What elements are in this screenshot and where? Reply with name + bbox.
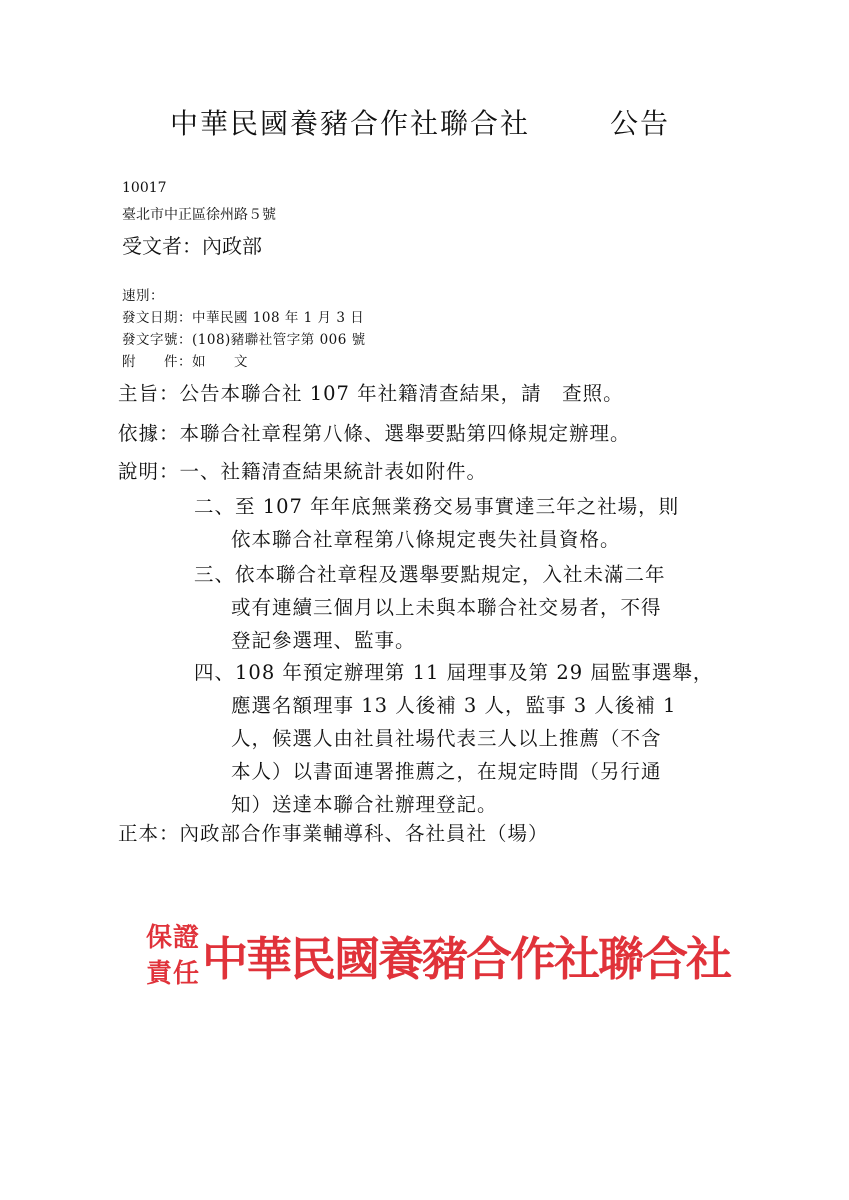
explanation-item-3 [194, 558, 666, 657]
attachment-value: 如 文 [192, 354, 248, 370]
speed-label: 速別： [122, 288, 164, 304]
number-row [122, 328, 366, 348]
subject: 主旨：公告本聯合社 107 年社籍清查結果，請 查照。 [118, 382, 624, 405]
date-label: 發文日期： [122, 310, 192, 326]
item-3-line-1: 三、依本聯合社章程及選舉要點規定，入社未滿二年 [194, 563, 666, 586]
number-value: (108)豬聯社管字第 006 號 [192, 332, 366, 348]
explanation-item-1: 一、社籍清查結果統計表如附件。 [179, 460, 488, 483]
stamp-small-top: 保證 [146, 923, 201, 953]
item-3-line-3: 登記參選理、監事。 [231, 629, 416, 652]
item-4-line-1: 四、108 年預定辦理第 11 屆理事及第 29 屆監事選舉， [194, 661, 714, 684]
stamp-organization-name: 中華民國養豬合作社聯合社 [202, 932, 730, 986]
item-3-line-2: 或有連續三個月以上未與本聯合社交易者，不得 [231, 596, 662, 619]
number-label: 發文字號： [122, 332, 192, 348]
document-title [170, 102, 690, 142]
date-value: 中華民國 108 年 1 月 3 日 [192, 310, 365, 326]
explanation-label: 說明： [118, 460, 180, 483]
basis: 依據：本聯合社章程第八條、選舉要點第四條規定辦理。 [118, 422, 631, 445]
item-4-line-5: 知）送達本聯合社辦理登記。 [231, 793, 498, 816]
copy-to: 正本：內政部合作事業輔導科、各社員社（場） [118, 822, 549, 845]
attachment-label: 附 件： [122, 354, 192, 370]
item-2-line-1: 二、至 107 年年底無業務交易事實達三年之社場，則 [194, 495, 680, 518]
recipient: 受文者：內政部 [122, 234, 262, 258]
explanation-item-2 [194, 490, 679, 556]
speed-row [122, 284, 164, 304]
date-row [122, 306, 364, 326]
item-2-line-2: 依本聯合社章程第八條規定喪失社員資格。 [231, 528, 621, 551]
explanation-item-4 [194, 656, 713, 821]
item-4-line-4: 本人）以書面連署推薦之，在規定時間（另行通 [231, 760, 662, 783]
stamp-small-bottom: 責任 [146, 959, 201, 989]
item-4-line-2: 應選名額理事 13 人後補 3 人，監事 3 人後補 1 [231, 694, 677, 717]
explanation-item-1-row [118, 456, 487, 484]
organization-seal-stamp [146, 916, 730, 1000]
document-type: 公告 [610, 107, 671, 140]
attachment-row [122, 350, 248, 370]
organization-name: 中華民國養豬合作社聯合社 [170, 107, 531, 140]
street-address: 臺北市中正區徐州路５號 [122, 207, 276, 223]
postal-code: 10017 [122, 180, 167, 196]
item-4-line-3: 人，候選人由社員社場代表三人以上推薦（不含 [231, 727, 662, 750]
stamp-small-text [146, 920, 200, 992]
